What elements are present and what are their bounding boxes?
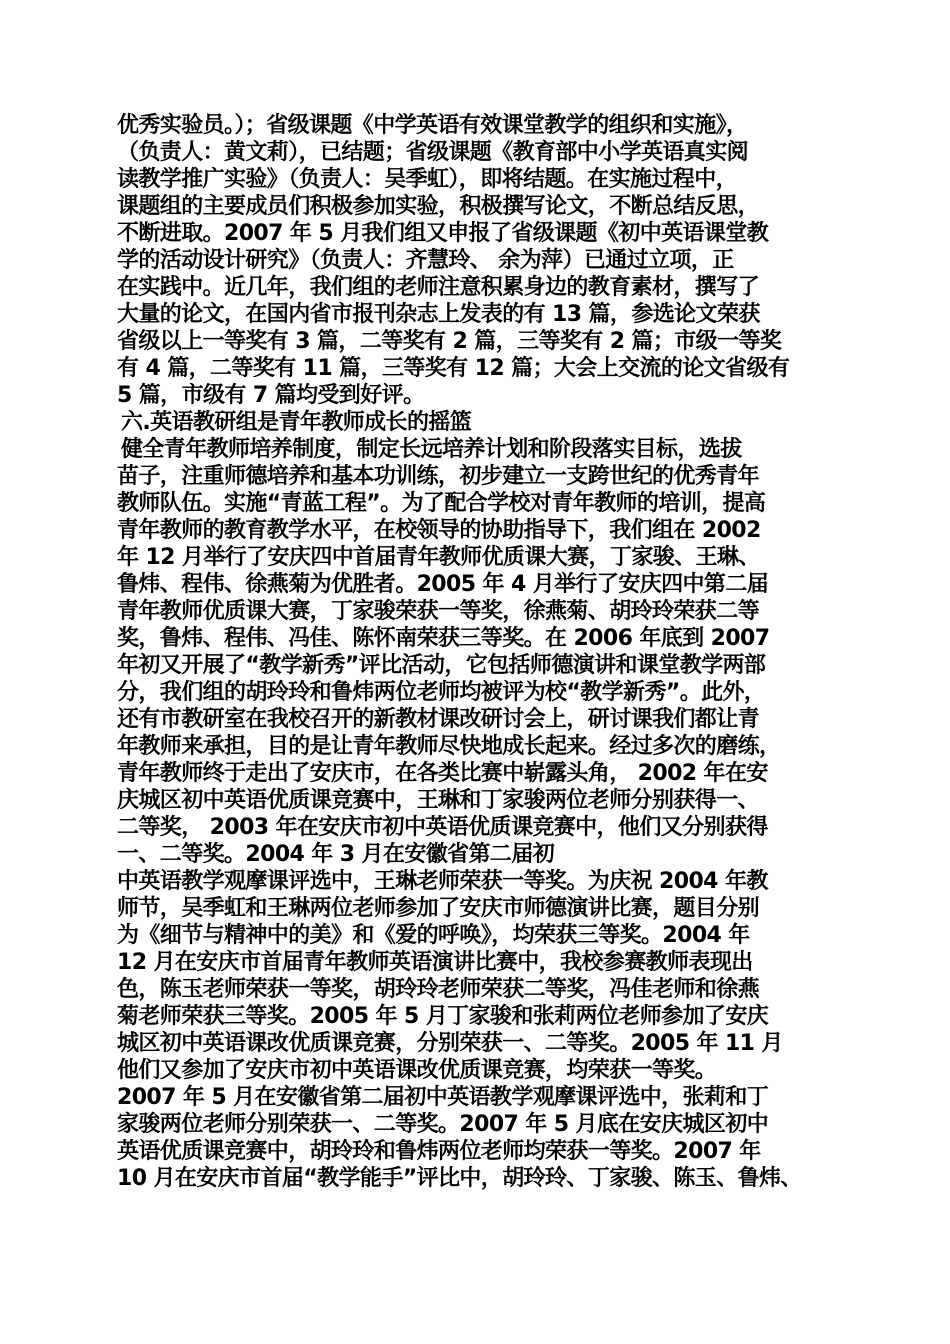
section-line: 年教师来承担，目的是让青年教师尽快地成长起来。经过多次的磨练，: [117, 734, 781, 759]
section-line: 苗子，注重师德培养和基本功训练，初步建立一支跨世纪的优秀青年: [117, 464, 760, 489]
section-line: 一、二等奖。2004 年 3 月在安徽省第二届初: [117, 842, 555, 867]
document-body: [117, 112, 839, 1192]
section-line: 青年教师优质课大赛，丁家骏荣获一等奖，徐燕菊、胡玲玲荣获二等: [117, 599, 760, 624]
section-heading: 六.英语教研组是青年教师成长的摇篮: [121, 410, 472, 435]
paragraph-line: 优秀实验员。）；省级课题《中学英语有效课堂教学的组织和实施》，: [117, 113, 748, 138]
section-line: 鲁炜、程伟、徐燕菊为优胜者。2005 年 4 月举行了安庆四中第二届: [117, 572, 769, 597]
paragraph-line: 在实践中。近几年，我们组的老师注意积累身边的教育素材，撰写了: [117, 275, 760, 300]
paragraph-line: 省级以上一等奖有 3 篇，二等奖有 2 篇，三等奖有 2 篇；市级一等奖: [117, 329, 782, 354]
section-line: 12 月在安庆市首届青年教师英语演讲比赛中，我校参赛教师表现出: [117, 950, 753, 975]
section-line: 分，我们组的胡玲玲和鲁炜两位老师均被评为校“教学新秀”。此外，: [117, 680, 766, 705]
section-line: 英语优质课竞赛中，胡玲玲和鲁炜两位老师均荣获一等奖。2007 年: [117, 1139, 761, 1164]
paragraph-line: 学的活动设计研究》（负责人：齐慧玲、 余为萍）已通过立项，正: [117, 248, 734, 273]
section-line: 青年教师的教育教学水平，在校领导的协助指导下，我们组在 2002: [117, 518, 761, 543]
paragraph-line: 大量的论文，在国内省市报刊杂志上发表的有 13 篇，参选论文荣获: [117, 302, 760, 327]
section-line: 中英语教学观摩课评选中，王琳老师荣获一等奖。为庆祝 2004 年教: [117, 869, 768, 894]
section-line: 师节，吴季虹和王琳两位老师参加了安庆市师德演讲比赛，题目分别: [117, 896, 760, 921]
section-line: 青年教师终于走出了安庆市，在各类比赛中崭露头角， 2002 年在安: [117, 761, 768, 786]
section-line: 为《细节与精神中的美》和《爱的呼唤》，均荣获三等奖。2004 年: [117, 923, 750, 948]
paragraph-line: 5 篇，市级有 7 篇均受到好评。: [117, 383, 425, 408]
section-line: 教师队伍。实施“青蓝工程”。为了配合学校对青年教师的培训，提高: [117, 491, 766, 516]
section-line: 2007 年 5 月在安徽省第二届初中英语教学观摩课评选中，张莉和丁: [117, 1085, 769, 1110]
paragraph-line: 有 4 篇，二等奖有 11 篇，三等奖有 12 篇；大会上交流的论文省级有: [117, 356, 790, 381]
section-line: 城区初中英语课改优质课竞赛，分别荣获一、二等奖。2005 年 11 月: [117, 1031, 783, 1056]
paragraph-line: 读教学推广实验》（负责人：吴季虹），即将结题。在实施过程中，: [117, 167, 738, 192]
section-line: 菊老师荣获三等奖。2005 年 5 月丁家骏和张莉两位老师参加了安庆: [117, 1004, 769, 1029]
paragraph-line: （负责人：黄文莉），已结题；省级课题《教育部中小学英语真实阅: [117, 140, 749, 165]
section-line: 10 月在安庆市首届“教学能手”评比中，胡玲玲、丁家骏、陈玉、鲁炜、: [117, 1166, 802, 1191]
section-line: 奖，鲁炜、程伟、冯佳、陈怀南荣获三等奖。在 2006 年底到 2007: [117, 626, 770, 651]
section-line: 健全青年教师培养制度，制定长远培养计划和阶段落实目标，选拔: [121, 437, 742, 462]
section-line: 家骏两位老师分别荣获一、二等奖。2007 年 5 月底在安庆城区初中: [117, 1112, 769, 1137]
section-line: 还有市教研室在我校召开的新教材课改研讨会上，研讨课我们都让青: [117, 707, 760, 732]
section-line: 年初又开展了“教学新秀”评比活动，它包括师德演讲和课堂教学两部: [117, 653, 766, 678]
paragraph-line: 不断进取。2007 年 5 月我们组又申报了省级课题《初中英语课堂教: [117, 221, 769, 246]
section-line: 色，陈玉老师荣获一等奖，胡玲玲老师荣获二等奖，冯佳老师和徐燕: [117, 977, 760, 1002]
section-line: 他们又参加了安庆市初中英语课改优质课竞赛，均荣获一等奖。: [117, 1058, 717, 1083]
section-line: 庆城区初中英语优质课竞赛中，王琳和丁家骏两位老师分别获得一、: [117, 788, 760, 813]
section-line: 年 12 月举行了安庆四中首届青年教师优质课大赛，丁家骏、王琳、: [117, 545, 760, 570]
paragraph-line: 课题组的主要成员们积极参加实验，积极撰写论文，不断总结反思，: [117, 194, 760, 219]
section-line: 二等奖， 2003 年在安庆市初中英语优质课竞赛中，他们又分别获得: [117, 815, 768, 840]
